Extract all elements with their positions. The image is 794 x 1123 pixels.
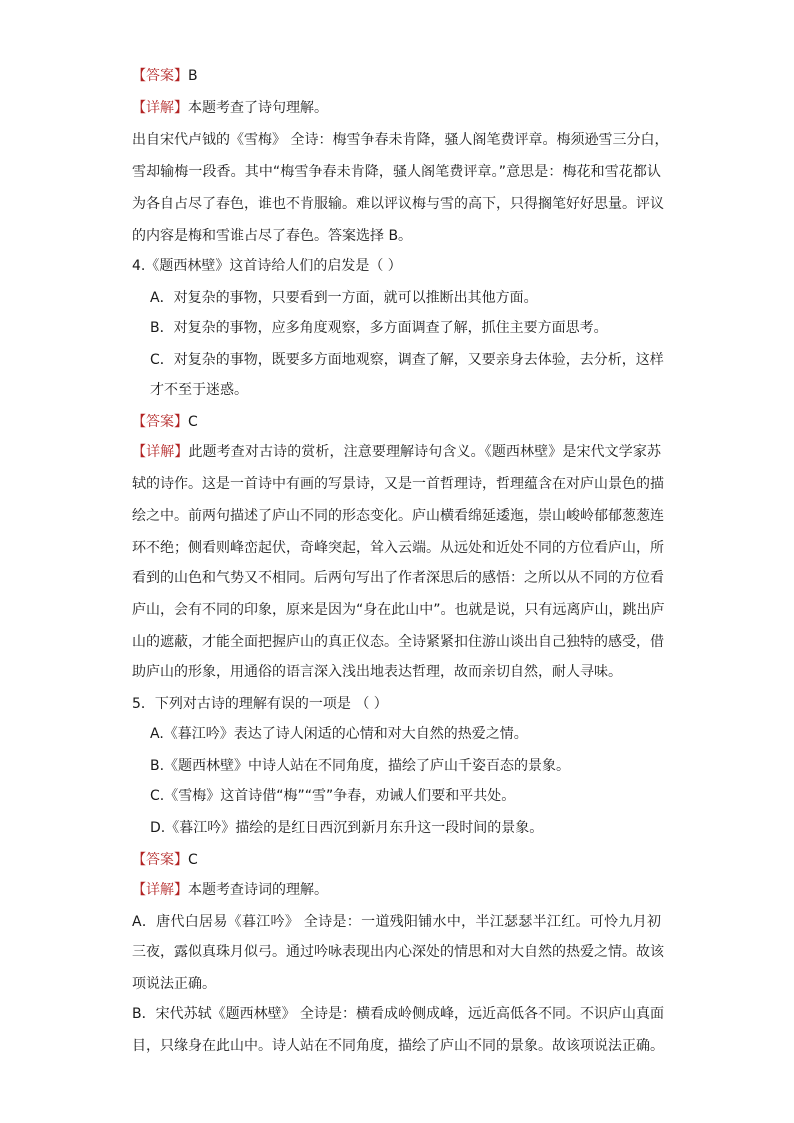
detail-text: 此题考查对古诗的赏析，注意要理解诗句含义。《题西林壁》是宋代文学家苏 <box>188 444 662 460</box>
question-4: 4.《题西林壁》这首诗给人们的启发是（ ） <box>132 258 402 274</box>
detail-line <box>132 880 328 900</box>
answer-label: 【答案】 <box>132 68 188 84</box>
option-a: A.《暮江吟》表达了诗人闲适的心情和对大自然的热爱之情。 <box>150 726 528 742</box>
question-5: 5．下列对古诗的理解有误的一项是 （ ） <box>132 696 388 712</box>
detail-text: 看到的山色和气势又不相同。后两句写出了作者深思后的感悟：之所以从不同的方位看 <box>132 570 664 586</box>
detail-text: 目，只缘身在此山中。诗人站在不同角度，描绘了庐山不同的景象。故该项说法正确。 <box>132 1038 664 1054</box>
option-c: C．对复杂的事物，既要多方面地观察，调查了解，又要亲身去体验，去分析，这样 <box>150 352 664 368</box>
detail-text: 轼的诗作。这是一首诗中有画的写景诗，又是一首哲理诗，哲理蕴含在对庐山景色的描 <box>132 476 664 492</box>
explanation-text: 雪却输梅一段香。其中“梅雪争春未肯降，骚人阁笔费评章。”意思是：梅花和雪花都认 <box>132 164 661 180</box>
detail-text: 山的遮蔽，才能全面把握庐山的真正仪态。全诗紧紧扣住游山谈出自己独特的感受，借 <box>132 634 664 650</box>
explanation-text: 的内容是梅和雪谁占尽了春色。答案选择 B。 <box>132 228 413 244</box>
detail-text: 绘之中。前两句描述了庐山不同的形态变化。庐山横看绵延逶迤，崇山峻岭郁郁葱葱连 <box>132 508 664 524</box>
option-a: A．对复杂的事物，只要看到一方面，就可以推断出其他方面。 <box>150 290 538 306</box>
answer-line <box>132 66 198 86</box>
option-b: B.《题西林壁》中诗人站在不同角度，描绘了庐山千姿百态的景象。 <box>150 758 571 774</box>
detail-label: 【详解】 <box>132 100 188 116</box>
explanation-text: 为各自占尽了春色，谁也不肯服输。难以评议梅与雪的高下，只得搁笔好好思量。评议 <box>132 196 664 212</box>
detail-label: 【详解】 <box>132 882 188 898</box>
detail-label: 【详解】 <box>132 444 189 460</box>
detail-text: 项说法正确。 <box>132 976 216 992</box>
answer-value: B <box>188 68 198 84</box>
answer-line <box>132 850 198 870</box>
detail-line <box>132 98 328 118</box>
detail-text: A．唐代白居易《暮江吟》 全诗是：一道残阳铺水中，半江瑟瑟半江红。可怜九月初 <box>132 914 661 930</box>
option-d: D.《暮江吟》描绘的是红日西沉到新月东升这一段时间的景象。 <box>150 820 544 836</box>
detail-intro: 本题考查诗词的理解。 <box>188 882 328 898</box>
answer-line <box>132 412 198 432</box>
answer-label: 【答案】 <box>132 414 188 430</box>
option-c-continued: 才不至于迷惑。 <box>150 382 248 398</box>
answer-label: 【答案】 <box>132 852 188 868</box>
detail-text: B．宋代苏轼《题西林壁》 全诗是：横看成岭侧成峰，远近高低各不同。不识庐山真面 <box>132 1006 665 1022</box>
detail-line <box>132 442 661 462</box>
detail-text: 庐山，会有不同的印象，原来是因为“身在此山中”。也就是说，只有远离庐山，跳出庐 <box>132 602 665 618</box>
detail-intro: 本题考查了诗句理解。 <box>188 100 328 116</box>
answer-value: C <box>188 852 198 868</box>
option-c: C.《雪梅》这首诗借“梅”“雪”争春，劝诫人们要和平共处。 <box>150 788 516 804</box>
detail-text: 助庐山的形象，用通俗的语言深入浅出地表达哲理，故而亲切自然，耐人寻味。 <box>132 664 622 680</box>
answer-value: C <box>188 414 198 430</box>
detail-text: 环不绝；侧看则峰峦起伏，奇峰突起，耸入云端。从远处和近处不同的方位看庐山，所 <box>132 540 664 556</box>
detail-text: 三夜，露似真珠月似弓。通过吟咏表现出内心深处的情思和对大自然的热爱之情。故该 <box>132 944 664 960</box>
option-b: B．对复杂的事物，应多角度观察，多方面调查了解，抓住主要方面思考。 <box>150 320 608 336</box>
explanation-text: 出自宋代卢钺的《雪梅》 全诗：梅雪争春未肯降，骚人阁笔费评章。梅须逊雪三分白， <box>132 132 669 148</box>
